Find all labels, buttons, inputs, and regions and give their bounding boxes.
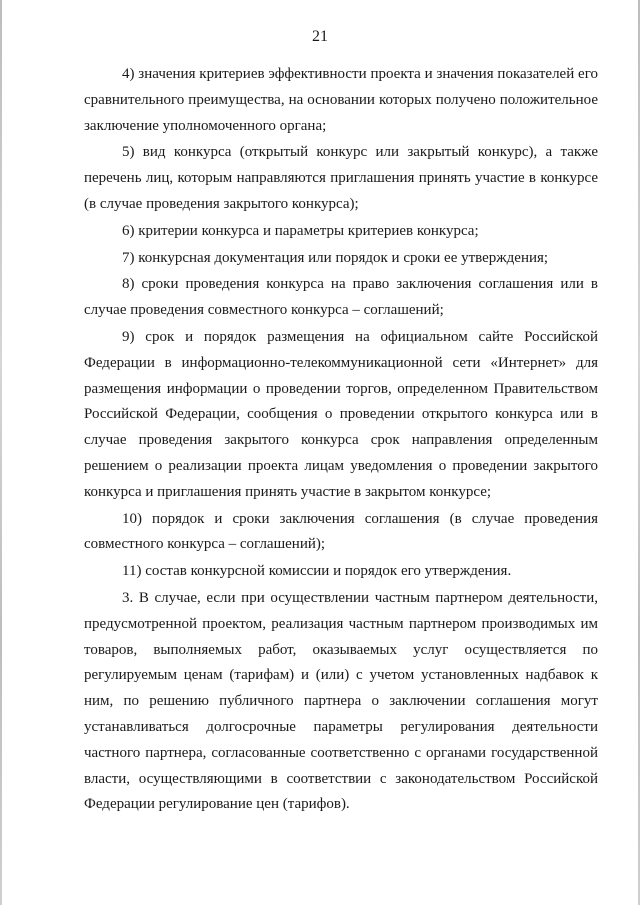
- paragraph-item-6: 6) критерии конкурса и параметры критериев конкурса;: [122, 222, 479, 239]
- paragraph-item-5: 5) вид конкурса (открытый конкурс или закрытый конкурс), а также перечень лиц, которым направляются приглашения принять участие в конкурсе (в случае проведения закрытого конкурса);: [84, 144, 598, 212]
- document-body: [84, 62, 598, 819]
- paragraph-section-3: 3. В случае, если при осуществлении частным партнером деятельности, предусмотренной проектом, реализация частным партнером производимых им товаров, выполняемых работ, оказываемых услуг осуществляется по регулируемым ценам (тарифам) и (или) с учетом установленных надбавок к ним, по решению публичного партнера о заключении соглашения могут устанавливаться долгосрочные параметры регулирования деятельности частного партнера, согласованные соответственно с органами государственной власти, осуществляющими в соответствии с законодательством Российской Федерации регулирование цен (тарифов).: [84, 589, 598, 813]
- paragraph-item-9: 9) срок и порядок размещения на официальном сайте Российской Федерации в информационно-телекоммуникационной сети «Интернет» для размещения информации о проведении торгов, определенном Правительством Российской Федерации, сообщения о проведении открытого конкурса или в случае проведения закрытого конкурса срок направления определенным решением о реализации проекта лицам уведомления о проведении закрытого конкурса и приглашения принять участие в закрытом конкурсе;: [84, 328, 598, 500]
- paragraph-item-10: 10) порядок и сроки заключения соглашения (в случае проведения совместного конкурса – соглашений);: [84, 510, 598, 553]
- paragraph-item-4: 4) значения критериев эффективности проекта и значения показателей его сравнительного преимущества, на основании которых получено положительное заключение уполномоченного органа;: [84, 66, 598, 134]
- paragraph-item-7: 7) конкурсная документация или порядок и сроки ее утверждения;: [122, 249, 549, 266]
- page-number: 21: [312, 28, 328, 45]
- paragraph-item-8: 8) сроки проведения конкурса на право заключения соглашения или в случае проведения совместного конкурса – соглашений;: [84, 276, 598, 319]
- paragraph-item-11: 11) состав конкурсной комиссии и порядок его утверждения.: [122, 563, 512, 580]
- scan-edge-left: [0, 0, 2, 905]
